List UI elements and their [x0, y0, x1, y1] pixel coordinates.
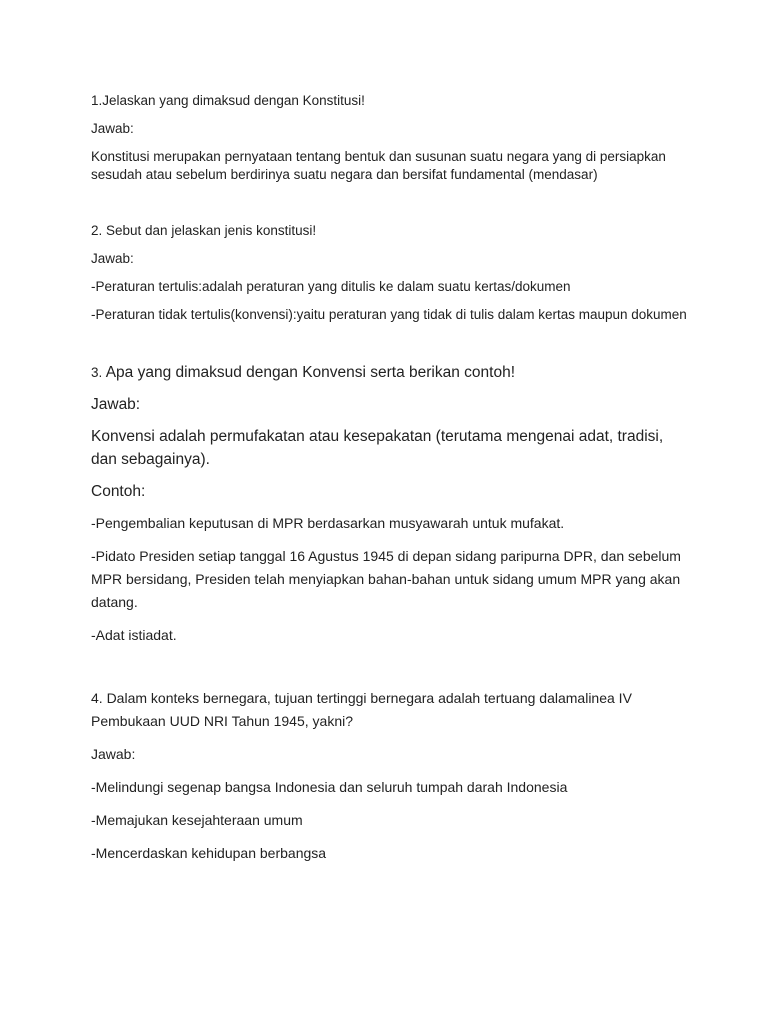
question-4-item-2: -Memajukan kesejahteraan umum	[91, 812, 303, 828]
question-3-answer-label: Jawab:	[91, 396, 141, 413]
question-3-text: Apa yang dimaksud dengan Konvensi serta berikan contoh!	[102, 364, 516, 381]
document-page	[91, 92, 691, 865]
question-1-text: 1.Jelaskan yang dimaksud dengan Konstitusi!	[91, 93, 365, 108]
question-3-answer-text: Konvensi adalah permufakatan atau kesepakatan (terutama mengenai adat, tradisi, dan sebagainya).	[91, 428, 664, 468]
question-2-block	[91, 222, 691, 324]
question-2-text: 2. Sebut dan jelaskan jenis konstitusi!	[91, 223, 317, 238]
question-4-answer-label: Jawab:	[91, 746, 136, 762]
question-4-block	[91, 687, 691, 865]
question-1-block	[91, 92, 691, 184]
question-2-item-2: -Peraturan tidak tertulis(konvensi):yaitu peraturan yang tidak di tulis dalam kertas maupun dokumen	[91, 307, 687, 322]
question-4-item-1: -Melindungi segenap bangsa Indonesia dan seluruh tumpah darah Indonesia	[91, 779, 568, 795]
question-3-example-2: -Pidato Presiden setiap tanggal 16 Agustus 1945 di depan sidang paripurna DPR, dan sebelum MPR bersidang, Presiden telah menyiapkan bahan-bahan untuk sidang umum MPR yang akan datang.	[91, 548, 681, 610]
question-3-example-label: Contoh:	[91, 483, 146, 500]
question-3-example-3: -Adat istiadat.	[91, 627, 177, 643]
question-2-answer-label: Jawab:	[91, 251, 134, 266]
question-1-answer-text: Konstitusi merupakan pernyataan tentang bentuk dan susunan suatu negara yang di persiapkan sesudah atau sebelum berdirinya suatu negara dan bersifat fundamental (mendasar)	[91, 149, 666, 182]
question-4-text: 4. Dalam konteks bernegara, tujuan tertinggi bernegara adalah tertuang dalamalinea IV Pembukaan UUD NRI Tahun 1945, yakni?	[91, 690, 632, 729]
question-4-item-3: -Mencerdaskan kehidupan berbangsa	[91, 845, 327, 861]
question-3-block	[91, 361, 691, 647]
question-3-heading	[91, 361, 691, 384]
question-3-number: 3.	[91, 365, 103, 380]
question-1-answer-label: Jawab:	[91, 121, 134, 136]
question-2-item-1: -Peraturan tertulis:adalah peraturan yang ditulis ke dalam suatu kertas/dokumen	[91, 279, 571, 294]
question-3-example-1: -Pengembalian keputusan di MPR berdasarkan musyawarah untuk mufakat.	[91, 515, 565, 531]
